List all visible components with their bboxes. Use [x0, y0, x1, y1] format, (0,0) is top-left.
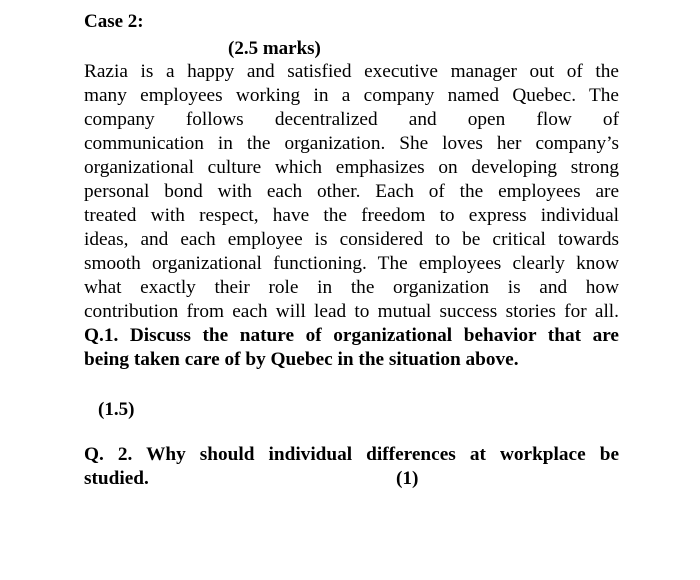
question-1-line: being taken care of by Quebec in the situation above.	[84, 349, 519, 370]
passage-line: contribution from each will lead to mutual success stories for all.	[84, 301, 619, 322]
question-2-row	[84, 467, 619, 491]
passage-line: many employees working in a company named Quebec. The	[84, 85, 619, 106]
passage-line: what exactly their role in the organization is and how	[84, 277, 619, 298]
passage-line: organizational culture which emphasizes on developing strong	[84, 157, 619, 178]
question-2-line: studied.	[84, 468, 149, 489]
passage-line: ideas, and each employee is considered to be critical towards	[84, 229, 619, 250]
passage-line: Razia is a happy and satisfied executive manager out of the	[84, 61, 619, 82]
passage-line: smooth organizational functioning. The employees clearly know	[84, 253, 619, 274]
question-2-line: Q. 2. Why should individual differences at workplace be	[84, 444, 619, 465]
case-passage	[84, 60, 619, 372]
passage-line: company follows decentralized and open flow of	[84, 109, 619, 130]
passage-line: personal bond with each other. Each of the employees are	[84, 181, 619, 202]
question-1-marks: (1.5)	[98, 399, 135, 420]
passage-line: treated with respect, have the freedom to express individual	[84, 205, 619, 226]
case-title: Case 2:	[84, 11, 144, 32]
passage-line: communication in the organization. She loves her company’s	[84, 133, 619, 154]
question-2	[84, 443, 619, 491]
case-marks: (2.5 marks)	[228, 38, 321, 59]
question-2-marks: (1)	[396, 468, 419, 489]
question-1-line: Q.1. Discuss the nature of organizational behavior that are	[84, 325, 619, 346]
